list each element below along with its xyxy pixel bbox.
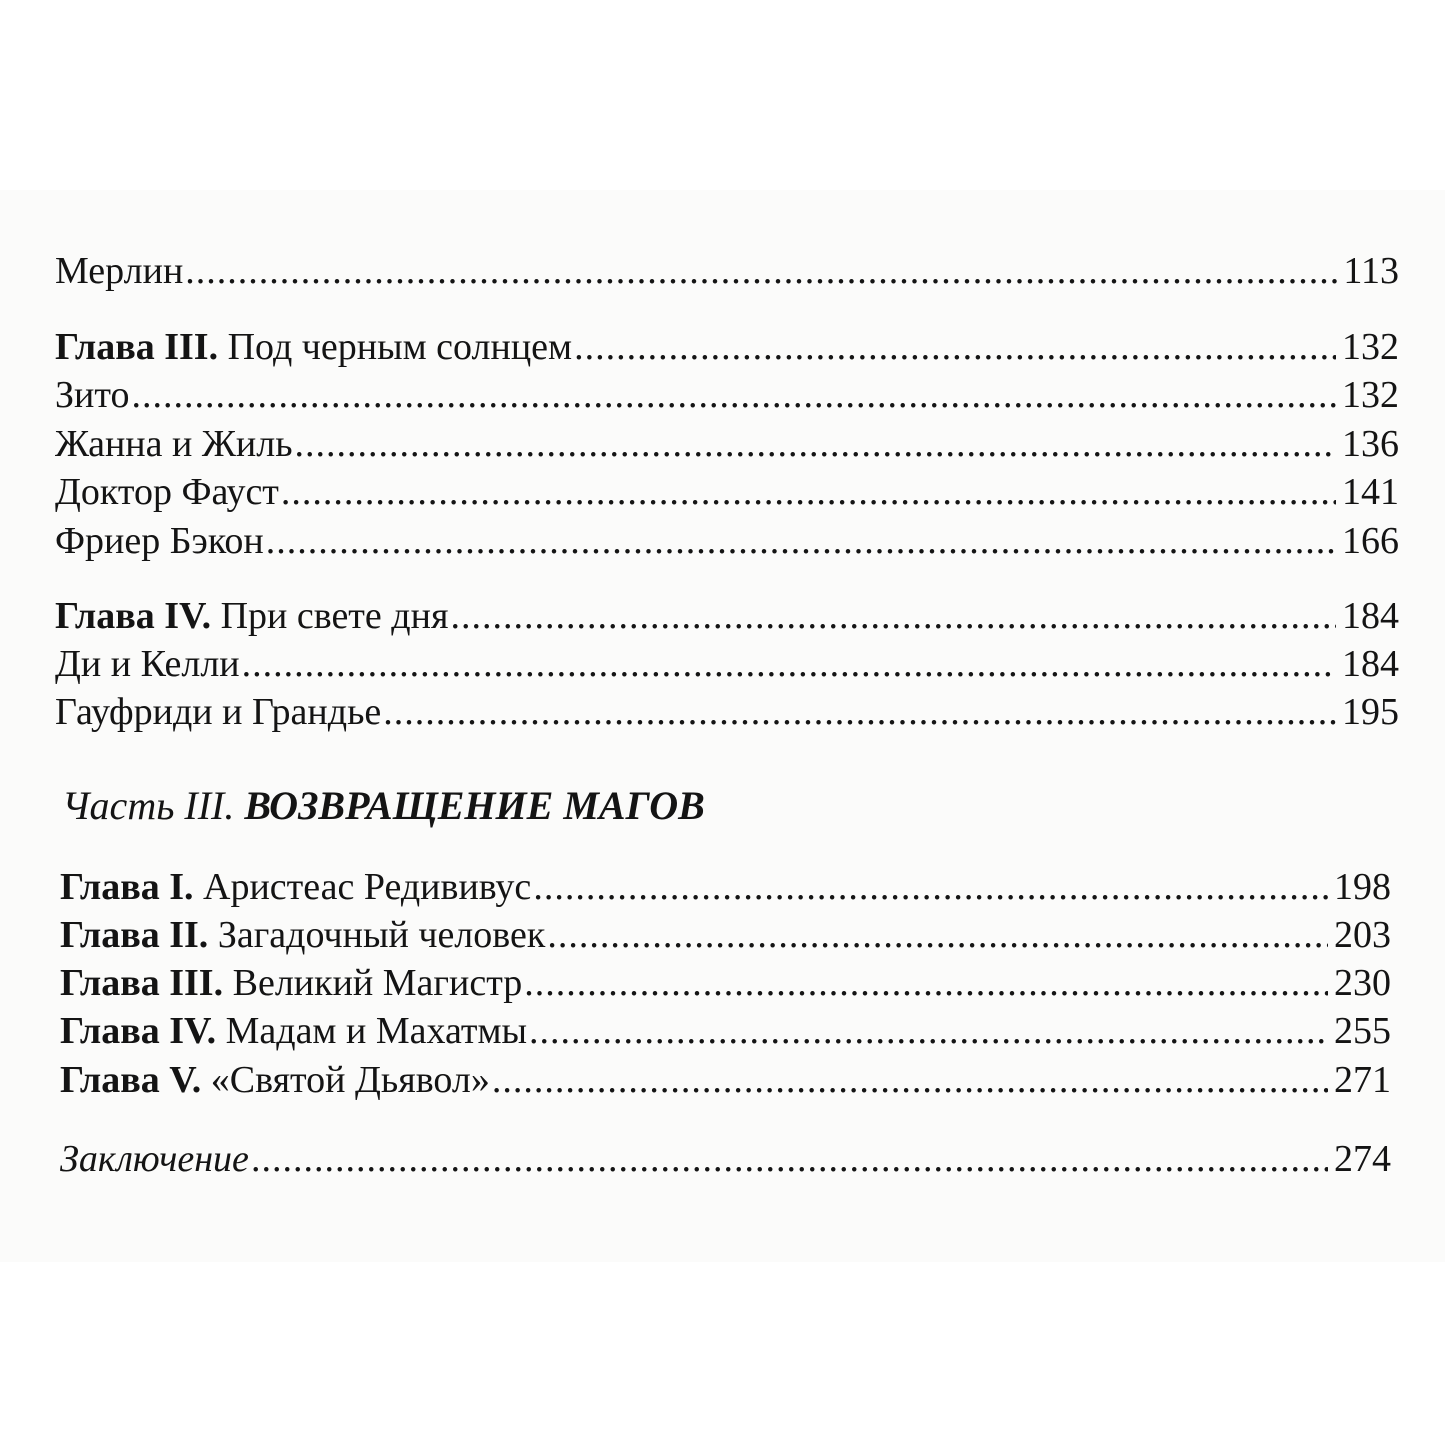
leader-dots bbox=[242, 641, 1336, 687]
toc-page-number: 195 bbox=[1342, 691, 1399, 733]
toc-page-number: 230 bbox=[1334, 962, 1391, 1004]
toc-conclusion bbox=[60, 1136, 1391, 1182]
leader-dots bbox=[450, 593, 1336, 639]
toc-entry-label: Ди и Келли bbox=[55, 643, 240, 685]
toc-page-number: 198 bbox=[1334, 866, 1391, 908]
chapter-prefix: Глава I. bbox=[60, 866, 194, 908]
toc-entry-label: Фриер Бэкон bbox=[55, 520, 264, 562]
chapter-title: Аристеас Редививус bbox=[193, 866, 532, 908]
toc-page-number: 255 bbox=[1334, 1010, 1391, 1052]
toc-page-number: 132 bbox=[1342, 374, 1399, 416]
leader-dots bbox=[547, 912, 1328, 958]
toc-entry-label bbox=[55, 324, 572, 370]
toc-part3-chapter-5 bbox=[60, 1057, 1391, 1103]
toc-entry-label: Мерлин bbox=[55, 250, 184, 292]
toc-entry-label bbox=[60, 1057, 490, 1103]
toc-page-number: 166 bbox=[1342, 520, 1399, 562]
chapter-prefix: Глава III. bbox=[55, 326, 219, 368]
part-prefix: Часть III. bbox=[62, 783, 245, 828]
toc-chapter-4 bbox=[55, 593, 1399, 639]
book-page bbox=[0, 190, 1445, 1262]
toc-chapter-3 bbox=[55, 324, 1399, 370]
leader-dots bbox=[524, 960, 1328, 1006]
toc-entry-zito bbox=[55, 372, 1399, 418]
chapter-title: При свете дня bbox=[211, 595, 449, 637]
toc-entry-dee bbox=[55, 641, 1399, 687]
leader-dots bbox=[492, 1057, 1328, 1103]
toc-page-number: 136 bbox=[1342, 423, 1399, 465]
leader-dots bbox=[295, 421, 1336, 467]
toc-entry-label bbox=[60, 912, 545, 958]
toc-entry-merlin bbox=[55, 248, 1399, 294]
toc-page-number: 132 bbox=[1342, 326, 1399, 368]
part-name: ВОЗВРАЩЕНИЕ МАГОВ bbox=[244, 783, 705, 828]
leader-dots bbox=[185, 248, 1337, 294]
toc-page-number: 141 bbox=[1342, 471, 1399, 513]
toc-entry-label: Зито bbox=[55, 374, 130, 416]
toc-part3-chapter-3 bbox=[60, 960, 1391, 1006]
toc-page-number: 184 bbox=[1342, 595, 1399, 637]
part-heading bbox=[62, 782, 705, 830]
chapter-prefix: Глава III. bbox=[60, 962, 224, 1004]
toc-page-number: 271 bbox=[1334, 1059, 1391, 1101]
chapter-prefix: Глава IV. bbox=[60, 1010, 217, 1052]
toc-part3-chapter-2 bbox=[60, 912, 1391, 958]
leader-dots bbox=[131, 372, 1336, 418]
leader-dots bbox=[533, 864, 1328, 910]
chapter-title: Под черным солнцем bbox=[218, 326, 573, 368]
toc-part3-chapter-1 bbox=[60, 864, 1391, 910]
toc-part3-chapter-4 bbox=[60, 1008, 1391, 1054]
toc-entry-gaufridi bbox=[55, 689, 1399, 735]
conclusion-title: Заключение bbox=[60, 1138, 249, 1180]
toc-entry-label bbox=[60, 864, 531, 910]
toc-entry-label: Гауфриди и Грандье bbox=[55, 691, 382, 733]
toc-entry-label: Жанна и Жиль bbox=[55, 423, 293, 465]
chapter-title: Мадам и Махатмы bbox=[216, 1010, 528, 1052]
toc-entry-label bbox=[60, 960, 522, 1006]
chapter-prefix: Глава V. bbox=[60, 1059, 202, 1101]
toc-entry-label bbox=[55, 593, 448, 639]
toc-entry-label: Доктор Фауст bbox=[55, 471, 279, 513]
toc-entry-label bbox=[60, 1136, 249, 1182]
toc-entry-bacon bbox=[55, 518, 1399, 564]
chapter-prefix: Глава IV. bbox=[55, 595, 212, 637]
toc-page-number: 203 bbox=[1334, 914, 1391, 956]
chapter-title: Великий Магистр bbox=[223, 962, 523, 1004]
chapter-title: «Святой Дьявол» bbox=[201, 1059, 490, 1101]
leader-dots bbox=[266, 518, 1336, 564]
leader-dots bbox=[251, 1136, 1328, 1182]
toc-page-number: 113 bbox=[1343, 250, 1399, 292]
leader-dots bbox=[383, 689, 1336, 735]
leader-dots bbox=[574, 324, 1336, 370]
toc-page-number: 184 bbox=[1342, 643, 1399, 685]
toc-page-number: 274 bbox=[1334, 1138, 1391, 1180]
chapter-title: Загадочный человек bbox=[208, 914, 546, 956]
toc-entry-zhanna bbox=[55, 421, 1399, 467]
leader-dots bbox=[529, 1008, 1328, 1054]
leader-dots bbox=[281, 469, 1336, 515]
toc-entry-faust bbox=[55, 469, 1399, 515]
chapter-prefix: Глава II. bbox=[60, 914, 209, 956]
toc-entry-label bbox=[60, 1008, 527, 1054]
